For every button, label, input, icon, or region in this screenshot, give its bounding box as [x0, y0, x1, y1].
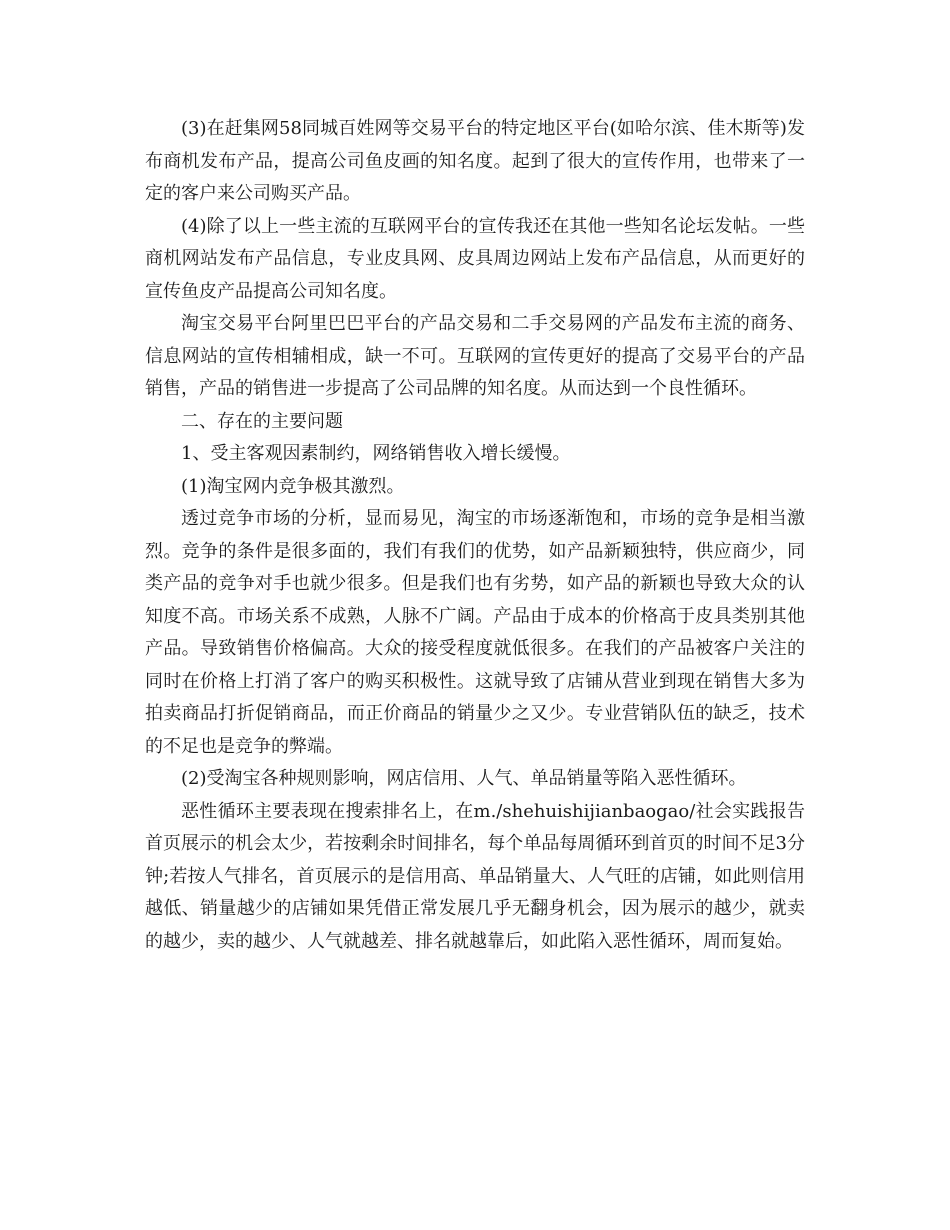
- paragraph-platform-synergy: 淘宝交易平台阿里巴巴平台的产品交易和二手交易网的产品发布主流的商务、信息网站的宣传相辅相成，缺一不可。互联网的宣传更好的提高了交易平台的产品销售，产品的销售进一步提高了公司品牌的知名度。从而达到一个良性循环。: [145, 313, 805, 399]
- paragraph-vicious-cycle: 恶性循环主要表现在搜索排名上，在m./shehuishijianbaogao/社会实践报告首页展示的机会太少，若按剩余时间排名，每个单品每周循环到首页的时间不足3分钟;若按人气排名，首页展示的是信用高、单品销量大、人气旺的店铺，如此则信用越低、销量越少的店铺如果凭借正常发展几乎无翻身机会，因为展示的越少，就卖的越少，卖的越少、人气就越差、排名就越靠后，如此陷入恶性循环，周而复始。: [145, 800, 805, 952]
- subheading-slow-growth: 1、受主客观因素制约，网络销售收入增长缓慢。: [181, 443, 571, 464]
- subheading-fierce-competition: (1)淘宝网内竞争极其激烈。: [181, 475, 405, 497]
- paragraph-competition-analysis: 透过竞争市场的分析，显而易见，淘宝的市场逐渐饱和，市场的竞争是相当激烈。竞争的条件是很多面的，我们有我们的优势，如产品新颖独特，供应商少，同类产品的竞争对手也就少很多。但是我们也有劣势，如产品的新颖也导致大众的认知度不高。市场关系不成熟，人脉不广阔。产品由于成本的价格高于皮具类别其他产品。导致销售价格偏高。大众的接受程度就低很多。在我们的产品被客户关注的同时在价格上打消了客户的购买积极性。这就导致了店铺从营业到现在销售大多为拍卖商品打折促销商品，而正价商品的销量少之又少。专业营销队伍的缺乏，技术的不足也是竞争的弊端。: [145, 508, 805, 757]
- paragraph-promotion-regional-platforms: (3)在赶集网58同城百姓网等交易平台的特定地区平台(如哈尔滨、佳木斯等)发布商机发布产品，提高公司鱼皮画的知名度。起到了很大的宣传作用，也带来了一定的客户来公司购买产品。: [145, 118, 805, 204]
- document-body: [145, 113, 805, 958]
- section-heading-main-problems: 二、存在的主要问题: [181, 410, 343, 432]
- paragraph-promotion-forums: (4)除了以上一些主流的互联网平台的宣传我还在其他一些知名论坛发帖。一些商机网站发布产品信息，专业皮具网、皮具周边网站上发布产品信息，从而更好的宣传鱼皮产品提高公司知名度。: [145, 215, 805, 302]
- subheading-taobao-rules: (2)受淘宝各种规则影响，网店信用、人气、单品销量等陷入恶性循环。: [181, 768, 747, 789]
